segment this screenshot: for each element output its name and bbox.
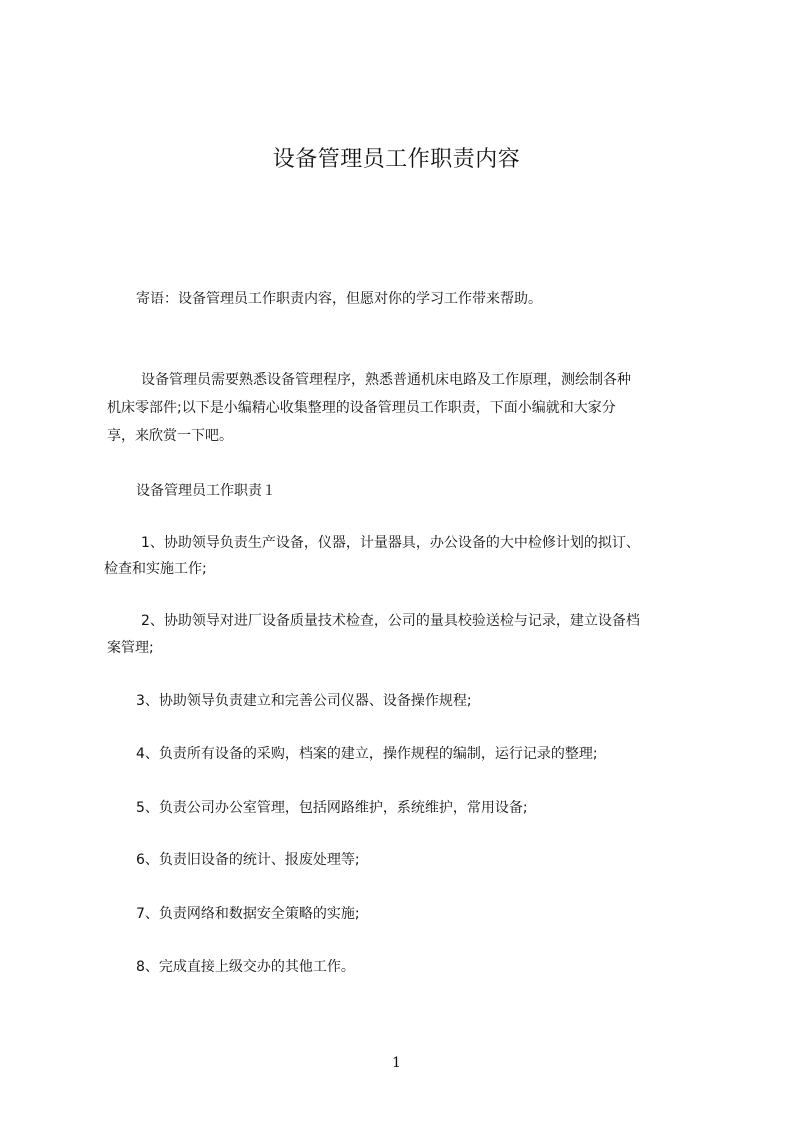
intro-paragraph: 寄语：设备管理员工作职责内容，但愿对你的学习工作带来帮助。 [136,291,542,307]
list-item-line: 案管理; [107,640,154,656]
page-number: 1 [392,1055,401,1071]
body-line: 享，来欣赏一下吧。 [107,428,233,444]
list-item-line: 3、协助领导负责建立和完善公司仪器、设备操作规程; [136,693,472,709]
list-item-line: 8、完成直接上级交办的其他工作。 [136,959,355,975]
list-item-line: 检查和实施工作; [104,561,207,577]
list-item-line: 4、负责所有设备的采购，档案的建立，操作规程的编制，运行记录的整理; [136,746,598,762]
list-item-line: 6、负责旧设备的统计、报废处理等; [136,852,360,868]
list-item-line: 2、协助领导对进厂设备质量技术检查，公司的量具校验送检与记录，建立设备档 [141,613,640,629]
list-item-line: 1、协助领导负责生产设备，仪器，计量器具，办公设备的大中检修计划的拟订、 [141,535,640,551]
body-line: 机床零部件;以下是小编精心收集整理的设备管理员工作职责，下面小编就和大家分 [107,400,616,416]
list-item-line: 7、负责网络和数据安全策略的实施; [136,906,360,922]
list-item-line: 5、负责公司办公室管理，包括网路维护，系统维护，常用设备; [136,800,528,816]
page-title: 设备管理员工作职责内容 [272,147,521,172]
body-line: 设备管理员需要熟悉设备管理程序，熟悉普通机床电路及工作原理，测绘制各种 [141,372,631,388]
section-heading: 设备管理员工作职责１ [136,483,276,499]
